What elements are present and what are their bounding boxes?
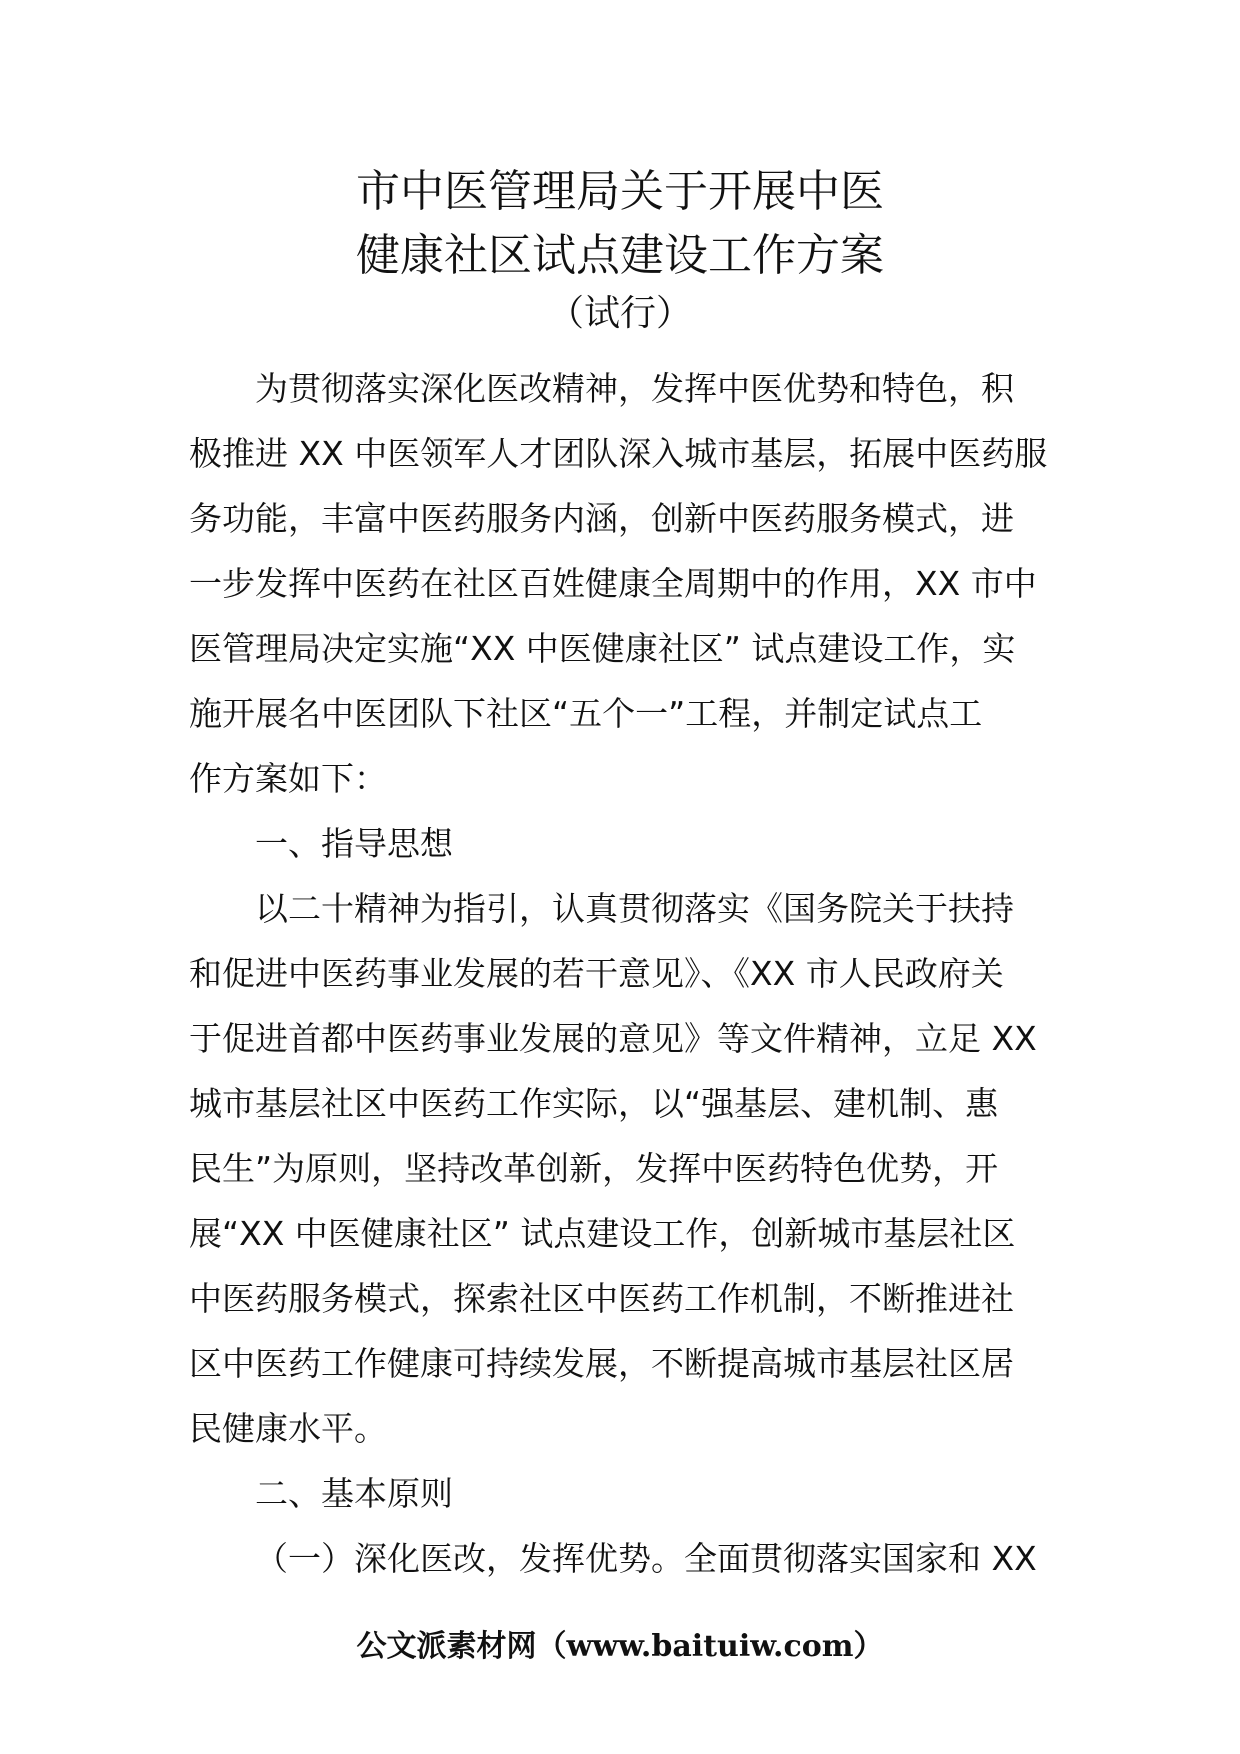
paragraph-line: 展“XX 中医健康社区” 试点建设工作，创新城市基层社区 xyxy=(189,1214,1016,1253)
paragraph-line: 医管理局决定实施“XX 中医健康社区” 试点建设工作，实 xyxy=(189,629,1016,668)
paragraph-line: 中医药服务模式，探索社区中医药工作机制，不断推进社 xyxy=(189,1279,1014,1318)
document-subtitle: （试行） xyxy=(547,293,692,334)
paragraph-line: 务功能，丰富中医药服务内涵，创新中医药服务模式，进 xyxy=(189,499,1014,538)
paragraph-line: 于促进首都中医药事业发展的意见》等文件精神，立足 XX xyxy=(189,1019,1037,1058)
document-title xyxy=(0,160,1240,340)
title-line-1: 市中医管理局关于开展中医 xyxy=(356,166,884,217)
section-heading: 一、指导思想 xyxy=(255,824,453,863)
paragraph-line: 以二十精神为指引，认真贯彻落实《国务院关于扶持 xyxy=(255,889,1014,928)
title-line-2: 健康社区试点建设工作方案 xyxy=(356,230,884,281)
paragraph-line: 一步发挥中医药在社区百姓健康全周期中的作用，XX 市中 xyxy=(189,564,1037,603)
footer-watermark: 公文派素材网（www.baituiw.com） xyxy=(356,1629,884,1664)
section-heading: 二、基本原则 xyxy=(255,1474,453,1513)
paragraph-line: 城市基层社区中医药工作实际，以“强基层、建机制、惠 xyxy=(189,1084,999,1123)
paragraph-line: 施开展名中医团队下社区“五个一”工程，并制定试点工 xyxy=(189,694,983,733)
paragraph-line: 民健康水平。 xyxy=(189,1409,387,1448)
paragraph-line: 和促进中医药事业发展的若干意见》、《XX 市人民政府关 xyxy=(189,954,1004,993)
paragraph-line: 为贯彻落实深化医改精神，发挥中医优势和特色，积 xyxy=(255,369,1014,408)
paragraph-line: 区中医药工作健康可持续发展，不断提高城市基层社区居 xyxy=(189,1344,1014,1383)
document-body xyxy=(189,356,1059,1591)
paragraph-line: 民生”为原则，坚持改革创新，发挥中医药特色优势，开 xyxy=(189,1149,999,1188)
paragraph-line: （一）深化医改，发挥优势。全面贯彻落实国家和 XX xyxy=(255,1539,1037,1578)
paragraph-line: 极推进 XX 中医领军人才团队深入城市基层，拓展中医药服 xyxy=(189,434,1048,473)
paragraph-line: 作方案如下： xyxy=(189,759,387,798)
